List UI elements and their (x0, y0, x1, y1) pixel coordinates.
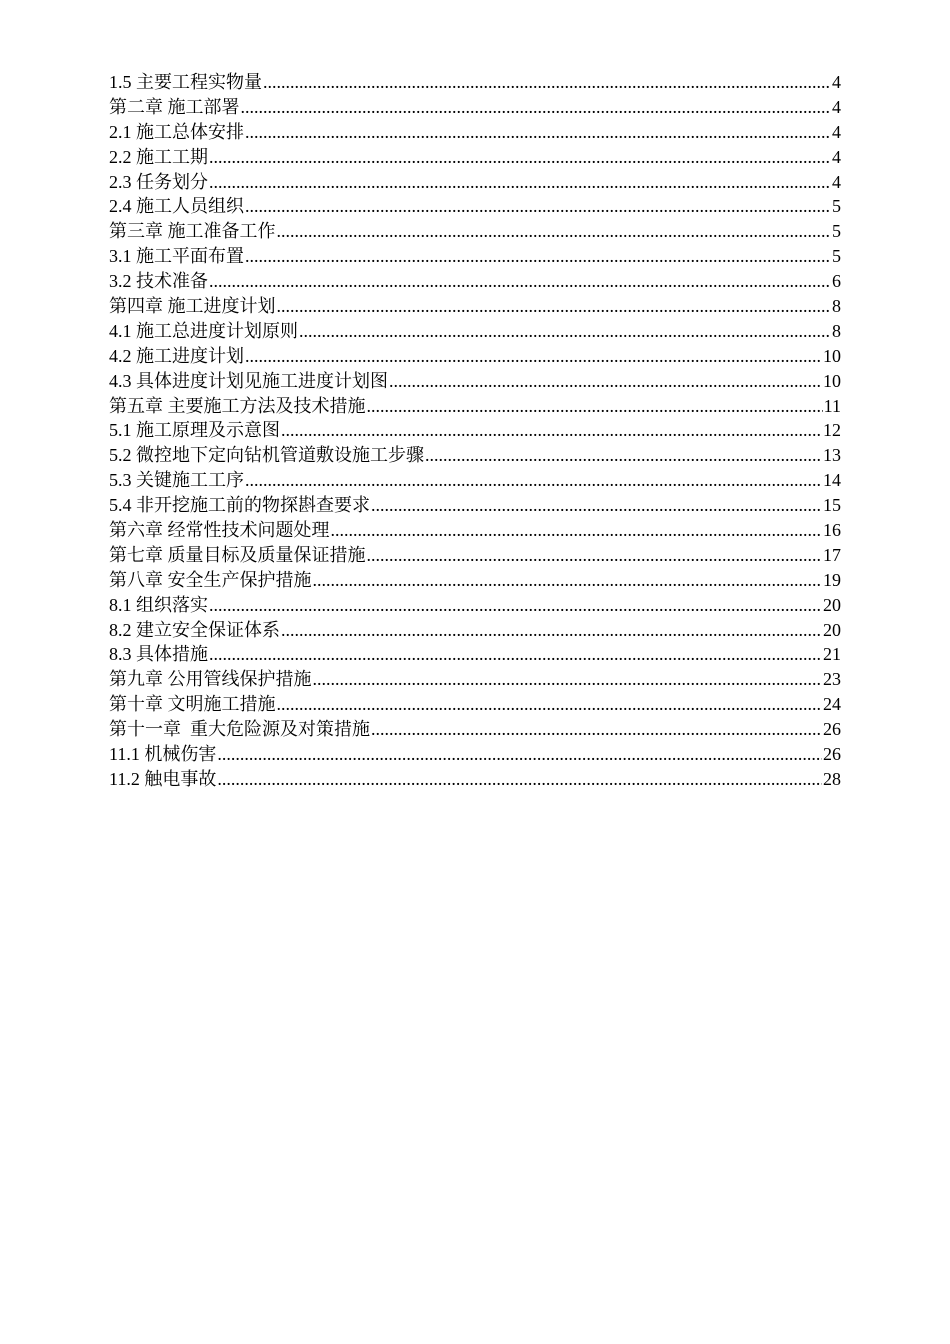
toc-entry-page: 21 (823, 644, 841, 665)
toc-entry-title: 第四章 施工进度计划 (109, 296, 276, 317)
toc-entry-title: 8.1 组织落实 (109, 594, 208, 615)
toc-entry-title: 第六章 经常性技术问题处理 (109, 520, 330, 541)
toc-entry[interactable] (109, 194, 841, 219)
toc-entry-title: 3.1 施工平面布置 (109, 246, 244, 267)
toc-entry[interactable] (109, 319, 841, 344)
toc-leader-dots (209, 170, 831, 195)
toc-leader-dots (371, 717, 822, 742)
toc-leader-dots (313, 568, 823, 593)
toc-entry-page: 24 (823, 694, 841, 715)
toc-leader-dots (281, 418, 822, 443)
toc-entry[interactable] (109, 667, 841, 692)
toc-entry-page: 4 (832, 146, 841, 167)
toc-entry-page: 20 (823, 619, 841, 640)
toc-entry-title: 11.2 触电事故 (109, 768, 217, 789)
toc-entry[interactable] (109, 742, 841, 767)
toc-entry-page: 8 (832, 296, 841, 317)
toc-entry[interactable] (109, 394, 841, 419)
toc-entry[interactable] (109, 518, 841, 543)
toc-entry-title: 第十章 文明施工措施 (109, 694, 276, 715)
toc-entry-page: 16 (823, 520, 841, 541)
toc-entry[interactable] (109, 618, 841, 643)
toc-entry[interactable] (109, 344, 841, 369)
toc-leader-dots (277, 692, 823, 717)
toc-entry-page: 6 (832, 271, 841, 292)
toc-leader-dots (209, 593, 822, 618)
toc-entry[interactable] (109, 593, 841, 618)
toc-entry-page: 26 (823, 719, 841, 740)
toc-entry-title: 第九章 公用管线保护措施 (109, 669, 312, 690)
toc-leader-dots (331, 518, 823, 543)
toc-entry-page: 5 (832, 196, 841, 217)
toc-leader-dots (209, 642, 822, 667)
toc-entry-page: 5 (832, 221, 841, 242)
toc-entry-title: 第二章 施工部署 (109, 96, 240, 117)
toc-entry-title: 8.2 建立安全保证体系 (109, 619, 280, 640)
toc-entry[interactable] (109, 120, 841, 145)
toc-entry-page: 14 (823, 470, 841, 491)
toc-entry[interactable] (109, 468, 841, 493)
toc-leader-dots (245, 194, 831, 219)
toc-leader-dots (371, 493, 822, 518)
toc-entry-page: 19 (823, 569, 841, 590)
toc-entry-title: 2.2 施工工期 (109, 146, 208, 167)
toc-entry[interactable] (109, 642, 841, 667)
toc-entry-page: 11 (823, 395, 841, 416)
toc-leader-dots (277, 219, 832, 244)
toc-entry-title: 5.3 关键施工工序 (109, 470, 244, 491)
toc-leader-dots (245, 344, 822, 369)
toc-leader-dots (277, 294, 832, 319)
toc-entry[interactable] (109, 145, 841, 170)
toc-leader-dots (241, 95, 832, 120)
toc-entry-page: 20 (823, 594, 841, 615)
toc-entry-page: 10 (823, 370, 841, 391)
toc-entry-title: 2.1 施工总体安排 (109, 121, 244, 142)
toc-entry-title: 第十一章 重大危险源及对策措施 (109, 719, 370, 740)
toc-leader-dots (367, 543, 823, 568)
toc-entry[interactable] (109, 493, 841, 518)
toc-entry-page: 4 (832, 96, 841, 117)
toc-entry[interactable] (109, 418, 841, 443)
toc-leader-dots (217, 742, 822, 767)
toc-leader-dots (263, 70, 831, 95)
toc-entry-title: 11.1 机械伤害 (109, 744, 217, 765)
toc-entry-page: 4 (832, 72, 841, 92)
toc-entry-page: 4 (832, 121, 841, 142)
toc-entry-title: 第七章 质量目标及质量保证措施 (109, 544, 366, 565)
toc-entry[interactable] (109, 543, 841, 568)
toc-entry[interactable] (109, 244, 841, 269)
toc-leader-dots (389, 369, 822, 394)
toc-entry-title: 4.1 施工总进度计划原则 (109, 320, 298, 341)
toc-entry-title: 第三章 施工准备工作 (109, 221, 276, 242)
toc-entry-title: 第五章 主要施工方法及技术措施 (109, 395, 366, 416)
toc-leader-dots (245, 468, 822, 493)
toc-entry-page: 28 (823, 768, 841, 789)
toc-entry[interactable] (109, 70, 841, 95)
toc-entry-title: 第八章 安全生产保护措施 (109, 569, 312, 590)
toc-leader-dots (209, 145, 831, 170)
toc-entry-page: 12 (823, 420, 841, 441)
toc-leader-dots (245, 244, 831, 269)
toc-entry-title: 2.4 施工人员组织 (109, 196, 244, 217)
toc-entry[interactable] (109, 443, 841, 468)
toc-entry-title: 5.1 施工原理及示意图 (109, 420, 280, 441)
toc-entry-page: 15 (823, 495, 841, 516)
toc-entry[interactable] (109, 170, 841, 195)
toc-entry[interactable] (109, 568, 841, 593)
toc-entry-title: 1.5 主要工程实物量 (109, 72, 262, 92)
toc-entry-page: 17 (823, 544, 841, 565)
toc-entry[interactable] (109, 692, 841, 717)
toc-entry-page: 4 (832, 171, 841, 192)
toc-leader-dots (425, 443, 822, 468)
toc-entry[interactable] (109, 717, 841, 742)
toc-entry-page: 13 (823, 445, 841, 466)
toc-entry[interactable] (109, 369, 841, 394)
toc-entry[interactable] (109, 294, 841, 319)
table-of-contents (109, 70, 841, 792)
toc-entry-page: 26 (823, 744, 841, 765)
toc-entry-title: 5.2 微控地下定向钻机管道敷设施工步骤 (109, 445, 424, 466)
toc-leader-dots (281, 618, 822, 643)
toc-entry-title: 3.2 技术准备 (109, 271, 208, 292)
toc-entry-page: 8 (832, 320, 841, 341)
toc-leader-dots (209, 269, 831, 294)
toc-entry-page: 10 (823, 345, 841, 366)
toc-entry-title: 4.2 施工进度计划 (109, 345, 244, 366)
toc-entry-page: 23 (823, 669, 841, 690)
toc-entry-title: 2.3 任务划分 (109, 171, 208, 192)
toc-entry-title: 8.3 具体措施 (109, 644, 208, 665)
toc-leader-dots (217, 767, 822, 792)
toc-entry-page: 5 (832, 246, 841, 267)
toc-leader-dots (245, 120, 831, 145)
toc-leader-dots (299, 319, 831, 344)
toc-leader-dots (367, 394, 823, 419)
toc-leader-dots (313, 667, 823, 692)
toc-entry-title: 5.4 非开挖施工前的物探斟查要求 (109, 495, 370, 516)
toc-entry[interactable] (109, 95, 841, 120)
toc-entry[interactable] (109, 767, 841, 792)
toc-entry[interactable] (109, 269, 841, 294)
toc-entry-title: 4.3 具体进度计划见施工进度计划图 (109, 370, 388, 391)
toc-entry[interactable] (109, 219, 841, 244)
